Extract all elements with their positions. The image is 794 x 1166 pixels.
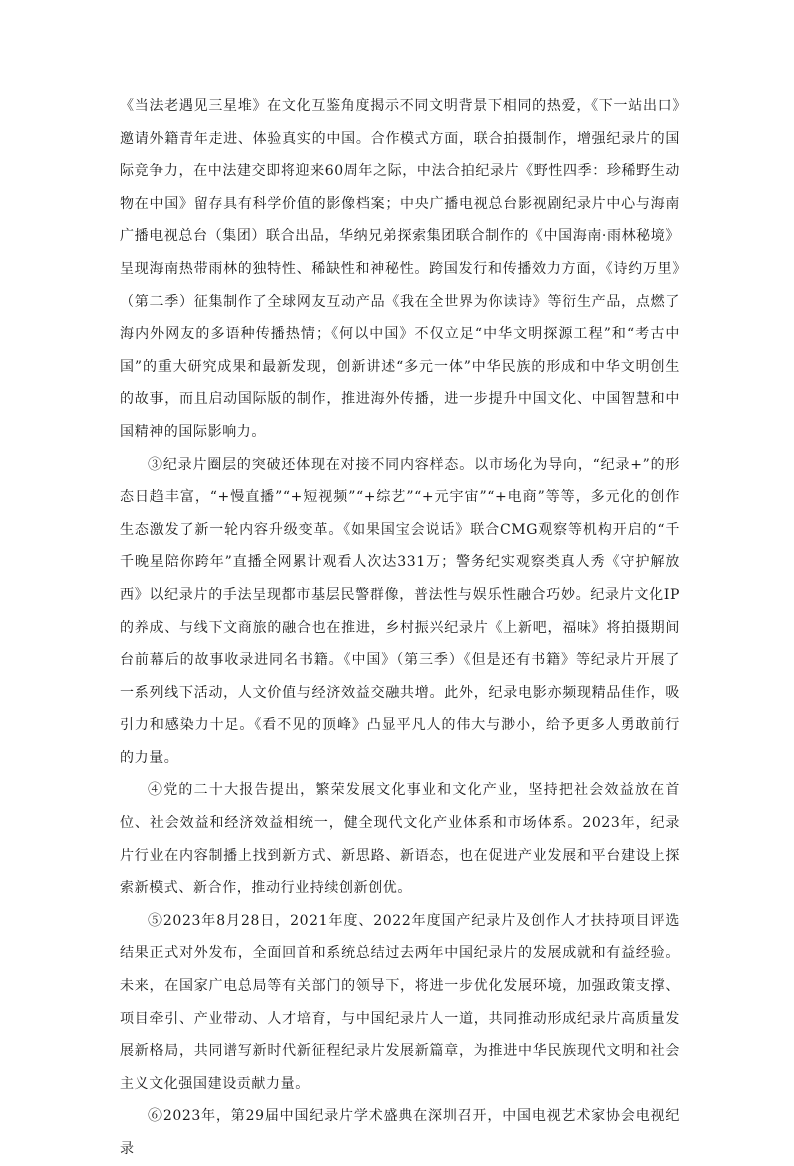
paragraph-1: 《当法老遇见三星堆》在文化互鉴角度揭示不同文明背景下相同的热爱，《下一站出口》邀请外籍青年走进、体验真实的中国。合作模式方面，联合拍摄制作，增强纪录片的国际竞争力，在中法建交即将迎来60周年之际，中法合拍纪录片《野性四季：珍稀野生动物在中国》留存具有科学价值的影像档案；中央广播电视总台影视剧纪录片中心与海南广播电视总台（集团）联合出品，华纳兄弟探索集团联合制作的《中国海南·雨林秘境》呈现海南热带雨林的独特性、稀缺性和神秘性。跨国发行和传播效力方面，《诗约万里》（第二季）征集制作了全球网友互动产品《我在全世界为你读诗》等衍生产品，点燃了海内外网友的多语种传播热情；《何以中国》不仅立足“中华文明探源工程”和“考古中国”的重大研究成果和最新发现，创新讲述“多元一体”中华民族的形成和中华文明创生的故事，而且启动国际版的制作，推进海外传播，进一步提升中国文化、中国智慧和中国精神的国际影响力。	[120, 98, 680, 440]
paragraph-4: ⑤2023年8月28日，2021年度、2022年度国产纪录片及创作人才扶持项目评选结果正式对外发布，全面回首和系统总结过去两年中国纪录片的发展成就和有益经验。未来，在国家广电总局等有关部门的领导下，将进一步优化发展环境，加强政策支撑、项目牵引、产业带动、人才培育，与中国纪录片人一道，共同推动形成纪录片高质量发展新格局，共同谱写新时代新征程纪录片发展新篇章，为推进中华民族现代文明和社会主义文化强国建设贡献力量。	[120, 912, 680, 1092]
paragraph-2: ③纪录片圈层的突破还体现在对接不同内容样态。以市场化为导向，“纪录+”的形态日趋丰富，“+慢直播”“+短视频”“+综艺”“+元宇宙”“+电商”等等，多元化的创作生态激发了新一轮内容升级变革。《如果国宝会说话》联合CMG观察等机构开启的“千千晚星陪你跨年”直播全网累计观看人次达331万；警务纪实观察类真人秀《守护解放西》以纪录片的手法呈现都市基层民警群像，普法性与娱乐性融合巧妙。纪录片文化IP的养成、与线下文商旅的融合也在推进，乡村振兴纪录片《上新吧，福味》将拍摄期间台前幕后的故事收录进同名书籍。《中国》（第三季）《但是还有书籍》等纪录片开展了一系列线下活动，人文价值与经济效益交融共增。此外，纪录电影亦频现精品佳作，吸引力和感染力十足。《看不见的顶峰》凸显平凡人的伟大与渺小，给予更多人勇敢前行的力量。	[120, 456, 680, 766]
paragraph-5: ⑥2023年，第29届中国纪录片学术盛典在深圳召开，中国电视艺术家协会电视纪录	[120, 1108, 680, 1157]
paragraph-3: ④党的二十大报告提出，繁荣发展文化事业和文化产业，坚持把社会效益放在首位、社会效益和经济效益相统一，健全现代文化产业体系和市场体系。2023年，纪录片行业在内容制播上找到新方式、新思路、新语态，也在促进产业发展和平台建设上探索新模式、新合作，推动行业持续创新创优。	[120, 782, 680, 897]
document-page	[120, 90, 680, 1166]
